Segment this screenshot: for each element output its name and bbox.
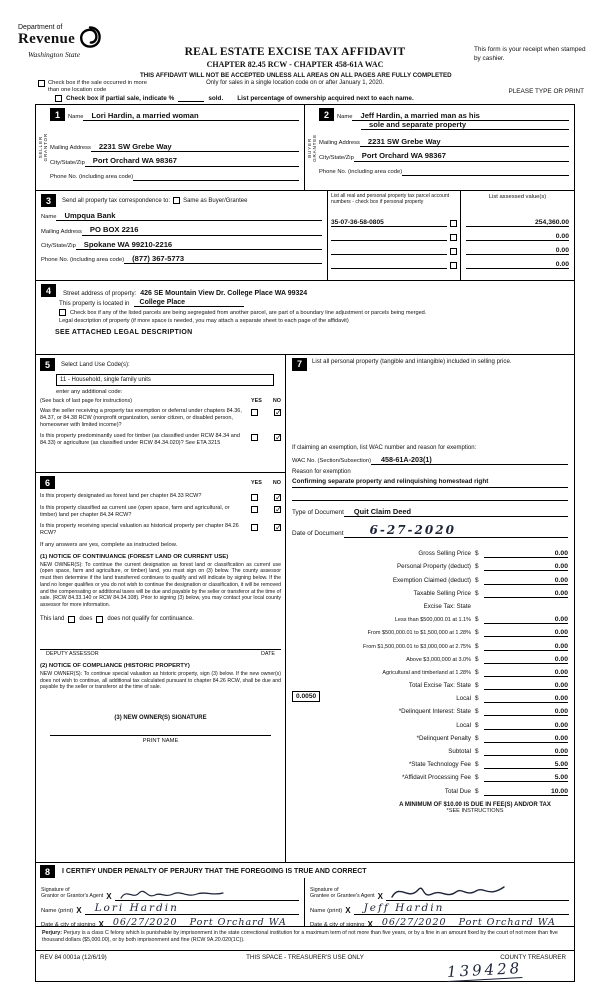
section-land-use	[36, 355, 285, 473]
parcel-numbers-header: List all real and personal property tax parcel account numbers - check box if personal property	[331, 193, 450, 206]
grantee-city-field[interactable]: Port Orchard WA	[453, 917, 569, 927]
dor-swirl-icon	[78, 25, 102, 49]
current-use-no-checkbox[interactable]: ✓	[275, 505, 282, 514]
fee-row	[292, 558, 568, 571]
no-column-label: NO	[272, 479, 281, 486]
ownership-percent-label: List percentage of ownership acquired next to each name.	[237, 95, 414, 102]
same-as-buyer-checkbox[interactable]	[173, 197, 180, 204]
dollar-sign: $	[475, 734, 479, 742]
dollar-sign: $	[475, 774, 479, 782]
personal-property-checkbox[interactable]	[450, 262, 457, 269]
personal-property-checkbox[interactable]	[450, 234, 457, 241]
revenue-label: Revenue	[18, 31, 76, 47]
perjury-certify-statement: I CERTIFY UNDER PENALTY OF PERJURY THAT THE FOREGOING IS TRUE AND CORRECT	[62, 868, 367, 875]
section-number-3: 3	[41, 194, 56, 207]
buyer-mailing-label: Mailing Address	[319, 140, 360, 147]
dor-logo	[18, 24, 148, 59]
fee-row	[292, 677, 568, 690]
dept-of-label: Department of	[18, 24, 63, 31]
segregated-checkbox[interactable]	[59, 309, 66, 316]
grantee-printed-name-field[interactable]: Jeff Hardin	[354, 902, 569, 915]
minimum-due-note: A MINIMUM OF $10.00 IS DUE IN FEE(S) AND/OR TAX	[399, 801, 551, 808]
dollar-sign: $	[475, 748, 479, 755]
section-tax-computation	[286, 355, 574, 862]
assessed-value-field[interactable]: 254,360.00	[466, 219, 569, 227]
fee-value-field[interactable]: 0.00	[484, 656, 568, 664]
segregated-label: Check box if any of the listed parcels are being segregated from another parcel, are part of a boundary line adjustment or parcels being merged.	[70, 310, 427, 316]
grantee-date-field[interactable]: 06/27/2020	[376, 917, 453, 927]
does-label: does	[79, 616, 93, 623]
affidavit-form	[35, 104, 575, 982]
dollar-sign: $	[475, 761, 479, 769]
corr-name-field[interactable]: Umpqua Bank	[56, 212, 322, 221]
forest-no-checkbox[interactable]: ✓	[275, 493, 282, 502]
signature-x-mark: X	[98, 920, 104, 927]
type-of-document-field[interactable]: Quit Claim Deed	[344, 507, 568, 517]
receipt-note: This form is your receipt when stamped by cashier.	[474, 46, 586, 62]
current-use-yes-checkbox[interactable]	[251, 506, 258, 513]
fee-label: *State Technology Fee	[408, 761, 471, 769]
timber-agriculture-question: Is this property predominantly used for timber (as classified under RCW 84.34 and 84.33) or agriculture (as classified under RCW 84.34.020)? See ETA 3215	[40, 432, 240, 446]
buyer-name-field[interactable]: Jeff Hardin, a married man as his	[352, 112, 569, 121]
fee-label: From $1,500,000.01 to $3,000,000 at 2.75%	[363, 643, 471, 650]
historical-no-checkbox[interactable]: ✓	[275, 522, 282, 532]
assessed-value-field[interactable]: 0.00	[466, 233, 569, 241]
fee-row	[292, 624, 568, 637]
see-back-note: (See back of last page for instructions)	[40, 398, 132, 404]
fee-value-field[interactable]: 0.00	[484, 695, 568, 703]
dollar-sign: $	[475, 576, 479, 584]
buyer-phone-field[interactable]	[402, 167, 569, 176]
forest-land-question: Is this property designated as forest land per chapter 84.33 RCW?	[40, 493, 202, 499]
parcel-row	[328, 215, 460, 229]
name-print-label: Name (print)	[310, 908, 343, 914]
page-header	[0, 0, 600, 104]
dollar-sign: $	[475, 550, 479, 558]
fee-label: Total Excise Tax: State	[408, 682, 471, 690]
fee-table	[292, 545, 568, 796]
fee-value-field[interactable]: 0.00	[484, 669, 568, 677]
corr-mailing-label: Mailing Address	[41, 228, 82, 235]
perjury-body: Perjury is a class C felony which is punishable by imprisonment in the state correctional institution for a maximum term of not more than five years, or by a fine in an amount fixed by the court of not more than five thousand dollars ($5,000.00), or by both imprisonment and fine (RCW 9A.20.020(1C)).	[42, 930, 558, 943]
section-buyer	[305, 105, 574, 190]
dollar-sign: $	[475, 629, 479, 637]
treasurer-use-only-label: THIS SPACE - TREASURER'S USE ONLY	[246, 954, 364, 961]
grantor-signature-scribble	[117, 886, 227, 902]
corr-mailing-field[interactable]: PO BOX 2216	[82, 226, 322, 235]
fee-label: *Delinquent Penalty	[416, 734, 471, 742]
section-number-1: 1	[50, 108, 65, 121]
assessed-value-field[interactable]: 0.00	[466, 247, 569, 255]
buyer-mailing-field[interactable]: 2231 SW Grebe Way	[360, 138, 569, 147]
grantee-signature-field[interactable]	[386, 883, 569, 901]
section-number-7: 7	[292, 358, 307, 371]
county-treasurer-label: COUNTY TREASURER	[500, 954, 566, 961]
section-classification	[36, 473, 285, 862]
seller-csz-label: City/State/Zip	[50, 159, 85, 166]
section-correspondence	[36, 191, 574, 281]
fee-value-field[interactable]: 0.00	[484, 616, 568, 624]
forest-yes-checkbox[interactable]	[251, 494, 258, 501]
fee-row	[292, 756, 568, 769]
fee-value-field[interactable]: 0.00	[484, 643, 568, 651]
section-certification	[36, 863, 574, 927]
street-address-field[interactable]: 426 SE Mountain View Dr. College Place WA 99324	[140, 290, 308, 297]
fee-value-field[interactable]: 0.00	[484, 682, 568, 690]
section-number-8: 8	[40, 865, 55, 878]
located-in-label: This property is located in	[59, 300, 130, 307]
personal-property-list-area[interactable]	[292, 371, 568, 445]
local-rate-box[interactable]: 0.0050	[292, 691, 320, 702]
fee-label: Gross Selling Price	[418, 550, 471, 558]
seller-mailing-field[interactable]: 2231 SW Grebe Way	[91, 143, 299, 152]
chapter-line: CHAPTER 82.45 RCW - CHAPTER 458-61A WAC	[206, 60, 384, 69]
dollar-sign: $	[475, 787, 479, 795]
grantor-printed-name-field[interactable]: Lori Hardin	[85, 902, 299, 915]
fee-value-field[interactable]: 0.00	[484, 629, 568, 637]
fee-row	[292, 743, 568, 756]
fee-value-field[interactable]: 10.00	[484, 788, 568, 796]
complete-instructions-note: If any answers are yes, complete as instructed below.	[40, 541, 178, 548]
seller-phone-field[interactable]	[133, 172, 299, 181]
buyer-side-label-2: GRANTEE	[311, 133, 317, 162]
fee-row	[292, 611, 568, 624]
dollar-sign: $	[475, 682, 479, 690]
reason-for-exemption-field-line2[interactable]	[292, 491, 568, 501]
fee-row	[292, 703, 568, 716]
grantee-agent-label: Grantee or Grantee's Agent	[310, 893, 375, 900]
fee-row	[292, 769, 568, 782]
fee-value-field[interactable]: 5.00	[484, 761, 568, 769]
historical-yes-checkbox[interactable]	[251, 524, 258, 531]
parcel-account-field[interactable]	[331, 240, 447, 241]
question-row	[40, 505, 281, 519]
assessed-row	[461, 257, 574, 271]
sold-label: sold.	[208, 95, 224, 102]
grantee-signature-block	[305, 878, 574, 927]
fee-value-field[interactable]: 0.00	[484, 550, 568, 558]
fee-row	[292, 598, 568, 611]
does-qualify-checkbox[interactable]	[68, 616, 75, 623]
seller-name-label: Name	[68, 114, 84, 120]
send-correspondence-label: Send all property tax correspondence to:	[62, 197, 171, 204]
q2-no-checkbox[interactable]: ✓	[275, 432, 282, 442]
notice-compliance-body: NEW OWNER(S): To continue special valuation as historic property, sign (3) below. If the new owner(s) does not wish to continue, all additional tax calculated pursuant to chapter 84.26 RCW, shall be due and payable by the seller or transferor at the time of sale.	[40, 670, 281, 691]
partial-sale-checkbox[interactable]	[55, 95, 62, 102]
corr-phone-label: Phone No. (including area code)	[41, 257, 125, 264]
land-use-code-field[interactable]: 11 - Household, single family units	[56, 374, 274, 386]
buyer-phone-label: Phone No. (including area code)	[319, 168, 403, 175]
wac-number-field[interactable]: 458-61A-203(1)	[371, 455, 568, 465]
dollar-sign: $	[475, 721, 479, 729]
washington-state-label: Washington State	[28, 50, 81, 59]
date-of-document-label: Date of Document	[292, 530, 344, 537]
no-column-label: NO	[272, 398, 281, 404]
corr-phone-field[interactable]: (877) 367-5773	[124, 255, 322, 264]
fee-value-field[interactable]: 0.00	[484, 590, 568, 598]
fee-label: Exemption Claimed (deduct)	[392, 576, 471, 584]
reason-for-exemption-label: Reason for exemption	[292, 469, 351, 475]
bottom-bar	[36, 951, 574, 981]
new-owner-signature-label: (3) NEW OWNER(S) SIGNATURE	[114, 715, 207, 721]
assessed-values-header: List assessed value(s)	[488, 194, 547, 200]
type-of-document-label: Type of Document	[292, 509, 344, 516]
signature-x-mark: X	[367, 920, 373, 927]
current-use-question: Is this property classified as current use (open space, farm and agricultural, or timber) land per chapter 84.34 RCW?	[40, 505, 230, 518]
corr-csz-field[interactable]: Spokane WA 99210-2216	[76, 241, 322, 250]
assessed-value-field[interactable]: 0.00	[466, 261, 569, 269]
q2-yes-checkbox[interactable]	[251, 434, 258, 441]
seller-csz-field[interactable]: Port Orchard WA 98367	[85, 157, 299, 166]
section-number-2: 2	[319, 108, 334, 121]
date-of-document-field[interactable]: 6-27-2020	[344, 523, 568, 538]
assessed-row	[461, 215, 574, 229]
fee-label: Subtotal	[448, 748, 471, 755]
grantor-city-field[interactable]: Port Orchard WA	[184, 917, 299, 927]
grantor-agent-label: Grantor or Grantor's Agent	[41, 893, 104, 900]
buyer-name-field-line2[interactable]: sole and separate property	[361, 121, 569, 130]
question-row	[40, 433, 281, 447]
assessed-row	[461, 243, 574, 257]
legal-description-label: Legal description of property (if more space is needed, you may attach a separate sheet to each page of the affidavit)	[59, 318, 349, 324]
parcel-account-field[interactable]: 35-07-36-58-0805	[331, 219, 447, 227]
wac-number-label: WAC No. (Section/Subsection)	[292, 458, 372, 464]
signature-x-mark: X	[377, 892, 383, 901]
personal-property-checkbox[interactable]	[450, 248, 457, 255]
multi-location-checkbox[interactable]	[38, 80, 45, 87]
dollar-sign: $	[475, 708, 479, 716]
fee-value-field[interactable]: 0.00	[484, 563, 568, 571]
fee-value-field[interactable]: 0.00	[484, 735, 568, 743]
fee-label: Above $3,000,000 at 3.0%	[406, 656, 471, 663]
form-title: REAL ESTATE EXCISE TAX AFFIDAVIT	[184, 46, 406, 58]
section-number-6: 6	[40, 476, 55, 489]
name-print-label: Name (print)	[41, 908, 74, 914]
personal-property-checkbox[interactable]	[450, 220, 457, 227]
question-row	[40, 523, 281, 537]
fee-label: Taxable Selling Price	[413, 589, 471, 597]
question-row	[40, 493, 281, 501]
date-city-label: Date & city of signing	[310, 922, 365, 927]
corr-csz-label: City/State/Zip	[41, 243, 76, 250]
yes-column-label: YES	[251, 398, 262, 404]
fee-row	[292, 716, 568, 729]
type-or-print-note: PLEASE TYPE OR PRINT	[508, 88, 584, 95]
date-city-label: Date & city of signing	[41, 922, 96, 927]
fee-label: Local	[456, 721, 471, 729]
question-row	[40, 408, 281, 429]
signature-of-label: Signature of	[41, 886, 70, 893]
fee-row	[292, 545, 568, 558]
parcel-row	[328, 243, 460, 257]
seller-name-field[interactable]: Lori Hardin, a married woman	[83, 112, 299, 121]
treasurer-stamp-number: 139428	[446, 959, 523, 981]
notice-continuance-body: NEW OWNER(S): To continue the current designation as forest land or classification as current use (open space, farm and agriculture, or timber) land, you must sign on (3) below. The county assessor must then determine if the land transferred continues to qualify and will indicate by signing below. If the land no longer qualifies or you do not wish to continue the designation or classification, it will be removed and the compensating or additional taxes will be due and payable by the seller or transferor at the time of sale. (RCW 84.33.140 or RCW 84.34.108). Prior to signing (3) below, you may contact your local county assessor for more information.	[40, 561, 281, 608]
fee-label: Personal Property (deduct)	[397, 563, 471, 571]
exemption-deferral-question: Was the seller receiving a property tax exemption or deferral under chapters 84.36, 84.37, or 84.38 RCW (nonprofit organization, senior citizen, or disabled person, homeowner with limited income)?	[40, 408, 242, 428]
fee-value-field[interactable]: 0.00	[484, 577, 568, 585]
dollar-sign: $	[475, 668, 479, 676]
fee-row	[292, 664, 568, 677]
reason-for-exemption-field[interactable]: Confirming separate property and relinquishing homestead right	[292, 478, 568, 488]
dollar-sign: $	[475, 642, 479, 650]
notice-compliance-title: (2) NOTICE OF COMPLIANCE (HISTORIC PROPERTY)	[40, 662, 190, 669]
deputy-assessor-signature-line[interactable]	[40, 649, 281, 657]
fee-row-local	[292, 690, 568, 703]
single-location-note: Only for sales in a single location code on or after January 1, 2020.	[206, 80, 384, 86]
fee-value-field[interactable]: 0.00	[484, 748, 568, 756]
grantee-signature-scribble	[388, 882, 508, 902]
does-not-qualify-checkbox[interactable]	[96, 616, 103, 623]
section-number-5: 5	[40, 358, 55, 371]
fee-row	[292, 651, 568, 664]
fee-value-field[interactable]: 5.00	[484, 774, 568, 782]
fee-label: Agricultural and timberland at 1.28%	[382, 669, 471, 676]
additional-code-label: enter any additional code:	[56, 389, 123, 395]
fee-row	[292, 571, 568, 584]
fee-label: From $500,000.01 to $1,500,000 at 1.28%	[367, 630, 471, 637]
this-land-label: This land	[40, 616, 65, 623]
parcel-account-field[interactable]	[331, 268, 447, 269]
parcel-row	[328, 229, 460, 243]
partial-sale-percent-field[interactable]	[178, 95, 204, 102]
street-address-label: Street address of property:	[63, 290, 137, 297]
multi-location-label: Check box if the sale occurred in more than one location code	[48, 80, 147, 93]
section-property	[36, 281, 574, 355]
seller-side-label-1: SELLER	[37, 136, 43, 159]
located-in-field[interactable]: College Place	[134, 299, 244, 307]
section-number-4: 4	[41, 284, 56, 297]
dollar-sign: $	[475, 589, 479, 597]
fee-row	[292, 637, 568, 650]
fee-label: Local	[456, 695, 471, 703]
seller-phone-label: Phone No. (including area code)	[50, 173, 134, 180]
section-seller	[36, 105, 305, 190]
dollar-sign: $	[475, 655, 479, 663]
date-label: DATE	[261, 650, 275, 657]
fee-label: *Affidavit Processing Fee	[401, 774, 471, 782]
notice-continuance-title: (1) NOTICE OF CONTINUANCE (FOREST LAND OR CURRENT USE)	[40, 553, 229, 560]
signature-x-mark: X	[106, 892, 112, 901]
parcel-account-field[interactable]	[331, 254, 447, 255]
fee-row	[292, 782, 568, 795]
fee-row	[292, 585, 568, 598]
perjury-label: Perjury:	[42, 930, 63, 936]
dollar-sign: $	[475, 695, 479, 703]
legal-description-field[interactable]: SEE ATTACHED LEGAL DESCRIPTION	[55, 329, 193, 336]
personal-property-title: List all personal property (tangible and intangible) included in selling price.	[312, 358, 512, 365]
deputy-assessor-label: DEPUTY ASSESSOR	[46, 650, 99, 657]
historical-property-question: Is this property receiving special valuation as historical property per chapter 84.26 RCW?	[40, 522, 239, 536]
fee-value-field[interactable]: 0.00	[484, 708, 568, 716]
buyer-side-label-1: BUYER	[306, 137, 312, 158]
q1-no-checkbox[interactable]: ✓	[275, 408, 282, 417]
grantor-date-field[interactable]: 06/27/2020	[107, 917, 184, 927]
parcel-row	[328, 257, 460, 271]
same-as-buyer-label: Same as Buyer/Grantee	[183, 197, 248, 204]
form-revision-number: REV 84 0001a (12/6/19)	[40, 954, 107, 961]
dollar-sign: $	[475, 563, 479, 571]
yes-column-label: YES	[251, 479, 262, 486]
assessed-row	[461, 229, 574, 243]
fee-row	[292, 730, 568, 743]
buyer-csz-label: City/State/Zip	[319, 154, 354, 161]
corr-name-label: Name	[41, 214, 57, 221]
fee-label: Total Due	[444, 787, 471, 795]
new-owner-signature-line[interactable]	[50, 723, 271, 736]
see-instructions-note: *SEE INSTRUCTIONS	[446, 807, 504, 814]
q1-yes-checkbox[interactable]	[251, 409, 258, 416]
seller-mailing-label: Mailing Address	[50, 145, 91, 152]
grantor-signature-field[interactable]	[115, 883, 299, 901]
signature-of-label: Signature of	[310, 886, 339, 893]
warning-line: THIS AFFIDAVIT WILL NOT BE ACCEPTED UNLESS ALL AREAS ON ALL PAGES ARE FULLY COMPLETED	[140, 72, 452, 79]
signature-x-mark: X	[76, 906, 82, 915]
fee-label: Excise Tax: State	[423, 602, 471, 610]
partial-sale-label: Check box if partial sale, indicate %	[66, 95, 175, 102]
grantor-signature-block	[36, 878, 305, 927]
exemption-intro: If claiming an exemption, list WAC number and reason for exemption:	[292, 445, 477, 451]
buyer-csz-field[interactable]: Port Orchard WA 98367	[354, 152, 569, 161]
signature-x-mark: X	[345, 906, 351, 915]
fee-label: Less than $500,000.01 at 1.1%	[394, 617, 471, 624]
buyer-name-label: Name	[337, 114, 353, 120]
perjury-paragraph	[36, 927, 574, 951]
fee-label: *Delinquent Interest: State	[398, 708, 471, 716]
seller-side-label-2: GRANTOR	[42, 133, 48, 162]
dollar-sign: $	[475, 616, 479, 624]
fee-value-field[interactable]: 0.00	[484, 722, 568, 730]
land-use-title: Select Land Use Code(s):	[61, 361, 130, 368]
does-not-label: does not qualify for continuance.	[107, 616, 194, 623]
print-name-label: PRINT NAME	[142, 738, 179, 744]
